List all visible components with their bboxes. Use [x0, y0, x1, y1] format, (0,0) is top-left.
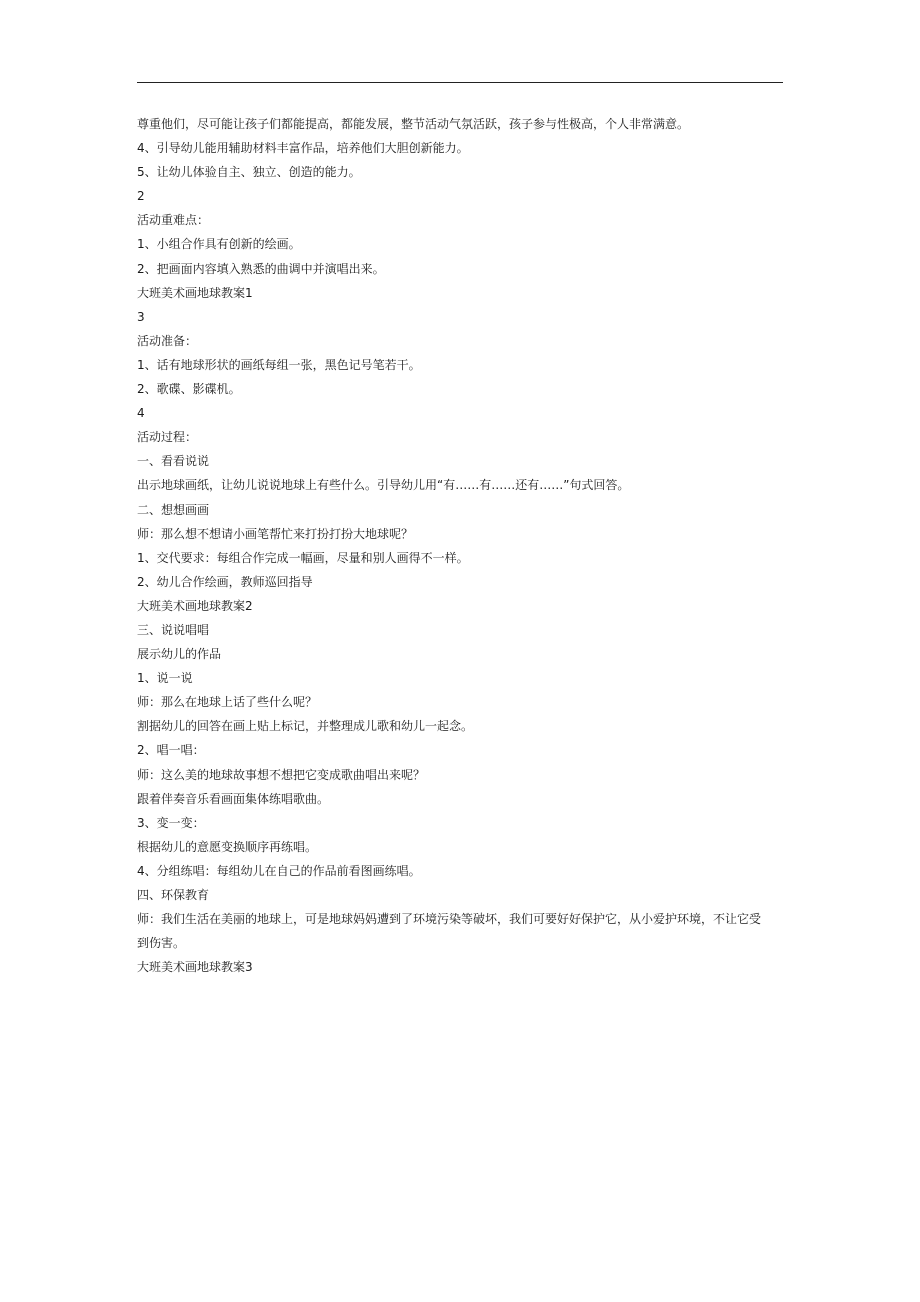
text-line: 割据幼儿的回答在画上贴上标记，并整理成儿歌和幼儿一起念。 [137, 719, 474, 734]
text-line: 出示地球画纸，让幼儿说说地球上有些什么。引导幼儿用“有……有……还有……”句式回答。 [137, 478, 630, 493]
document-body [137, 112, 787, 979]
text-line: 展示幼儿的作品 [137, 647, 222, 662]
text-line: 4、分组练唱：每组幼儿在自己的作品前看图画练唱。 [137, 863, 421, 878]
lesson-title: 大班美术画地球教案1 [137, 285, 253, 300]
subsection-heading: 一、看看说说 [137, 454, 210, 469]
section-heading: 活动重难点： [137, 213, 210, 228]
section-heading: 活动过程： [137, 430, 198, 445]
text-line: 1、话有地球形状的画纸每组一张，黑色记号笔若干。 [137, 357, 421, 372]
text-line: 1、交代要求：每组合作完成一幅画，尽量和别人画得不一样。 [137, 550, 469, 565]
text-line: 1、说一说 [137, 671, 193, 686]
text-line: 2、把画面内容填入熟悉的曲调中并演唱出来。 [137, 261, 385, 276]
section-heading: 活动准备： [137, 333, 198, 348]
text-line: 师：我们生活在美丽的地球上，可是地球妈妈遭到了环境污染等破坏，我们可要好好保护它，从小爱护环境，不让它受 [137, 912, 762, 927]
text-line: 师：这么美的地球故事想不想把它变成歌曲唱出来呢？ [137, 767, 426, 782]
subsection-heading: 三、说说唱唱 [137, 622, 210, 637]
text-line: 到伤害。 [137, 936, 186, 951]
text-line: 5、让幼儿体验自主、独立、创造的能力。 [137, 165, 361, 180]
section-number: 4 [137, 406, 145, 421]
subsection-heading: 四、环保教育 [137, 888, 210, 902]
text-line: 2、唱一唱： [137, 743, 205, 758]
text-line: 3、变一变： [137, 815, 205, 830]
section-number: 3 [137, 309, 145, 324]
text-line: 尊重他们，尽可能让孩子们都能提高，都能发展，整节活动气氛活跃，孩子参与性极高，个人非常满意。 [137, 117, 690, 131]
lesson-title: 大班美术画地球教案3 [137, 960, 253, 975]
text-line: 4、引导幼儿能用辅助材料丰富作品，培养他们大胆创新能力。 [137, 141, 469, 156]
text-line: 1、小组合作具有创新的绘画。 [137, 237, 301, 252]
header-rule [137, 82, 783, 83]
text-line: 师：那么想不想请小画笔帮忙来打扮打扮大地球呢？ [137, 526, 414, 541]
text-line: 跟着伴奏音乐看画面集体练唱歌曲。 [137, 791, 330, 806]
text-line: 师：那么在地球上话了些什么呢？ [137, 695, 318, 710]
text-line: 2、歌碟、影碟机。 [137, 382, 241, 397]
lesson-title: 大班美术画地球教案2 [137, 598, 253, 613]
subsection-heading: 二、想想画画 [137, 502, 210, 517]
text-line: 2、幼儿合作绘画，教师巡回指导 [137, 574, 313, 589]
section-number: 2 [137, 189, 145, 204]
text-line: 根据幼儿的意愿变换顺序再练唱。 [137, 839, 318, 854]
